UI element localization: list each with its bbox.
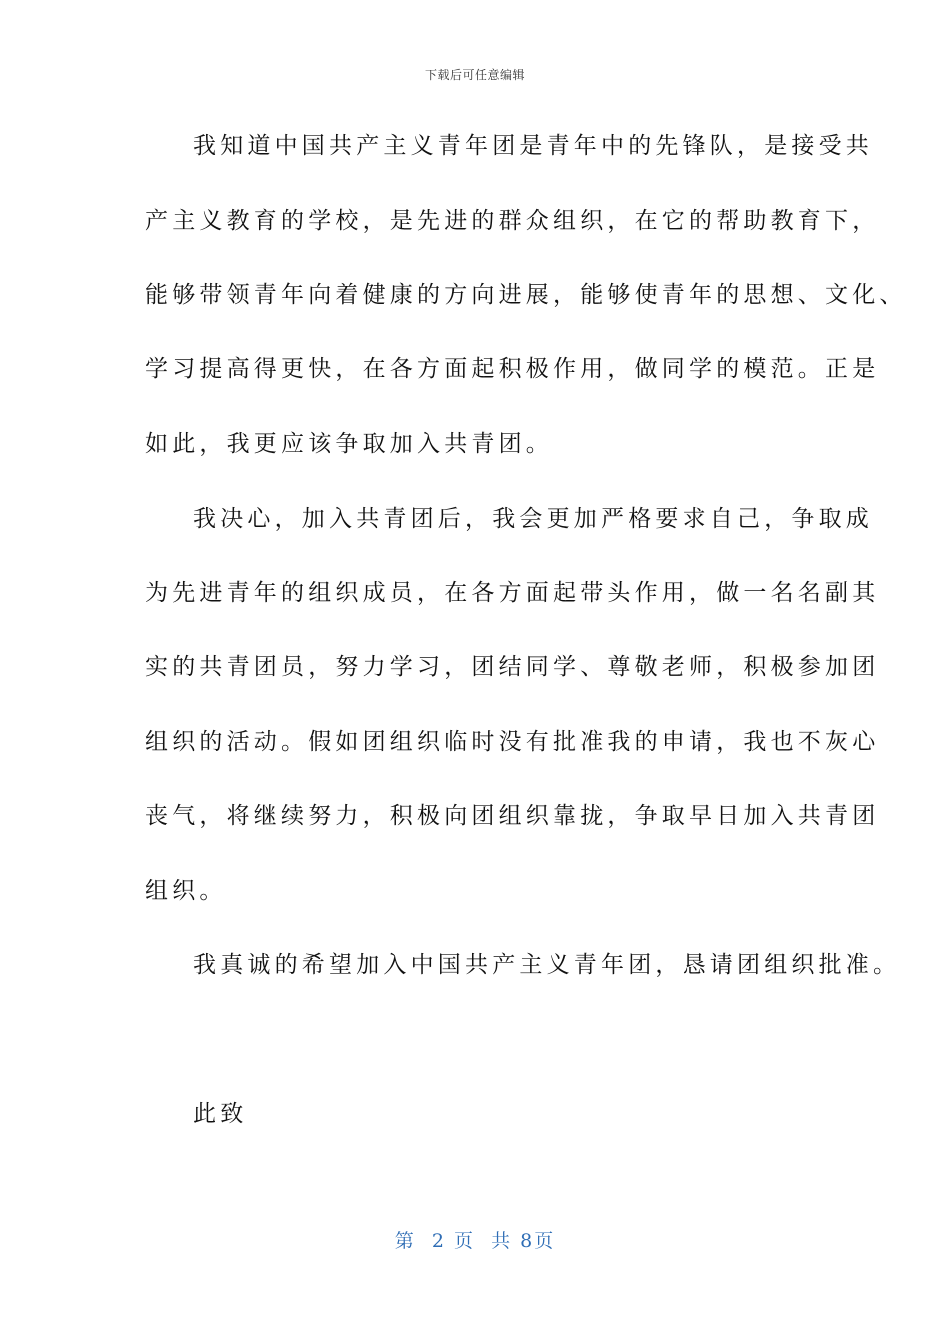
paragraph-line: 学习提高得更快，在各方面起积极作用，做同学的模范。正是 [145, 356, 880, 382]
paragraph-line: 为先进青年的组织成员，在各方面起带头作用，做一名名副其 [145, 580, 880, 606]
page-number-footer: 第 2 页 共 8页 [394, 1230, 556, 1252]
page-header-note: 下载后可任意编辑 [424, 68, 525, 82]
paragraph-line: 我决心，加入共青团后，我会更加严格要求自己，争取成 [193, 506, 873, 532]
paragraph-line: 如此，我更应该争取加入共青团。 [145, 431, 553, 457]
paragraph-line: 丧气，将继续努力，积极向团组织靠拢，争取早日加入共青团 [145, 803, 880, 829]
closing-salutation: 此致 [193, 1101, 248, 1127]
paragraph-line: 组织的活动。假如团组织临时没有批准我的申请，我也不灰心 [145, 729, 880, 755]
paragraph-line: 我知道中国共产主义青年团是青年中的先锋队，是接受共 [193, 133, 873, 159]
paragraph-line: 实的共青团员，努力学习，团结同学、尊敬老师，积极参加团 [145, 654, 880, 680]
paragraph-line: 产主义教育的学校，是先进的群众组织，在它的帮助教育下， [145, 208, 880, 234]
paragraph-line: 组织。 [145, 878, 227, 904]
paragraph-line: 能够带领青年向着健康的方向进展，能够使青年的思想、文化、 [145, 282, 907, 308]
paragraph-line: 我真诚的希望加入中国共产主义青年团，恳请团组织批准。 [193, 952, 901, 978]
